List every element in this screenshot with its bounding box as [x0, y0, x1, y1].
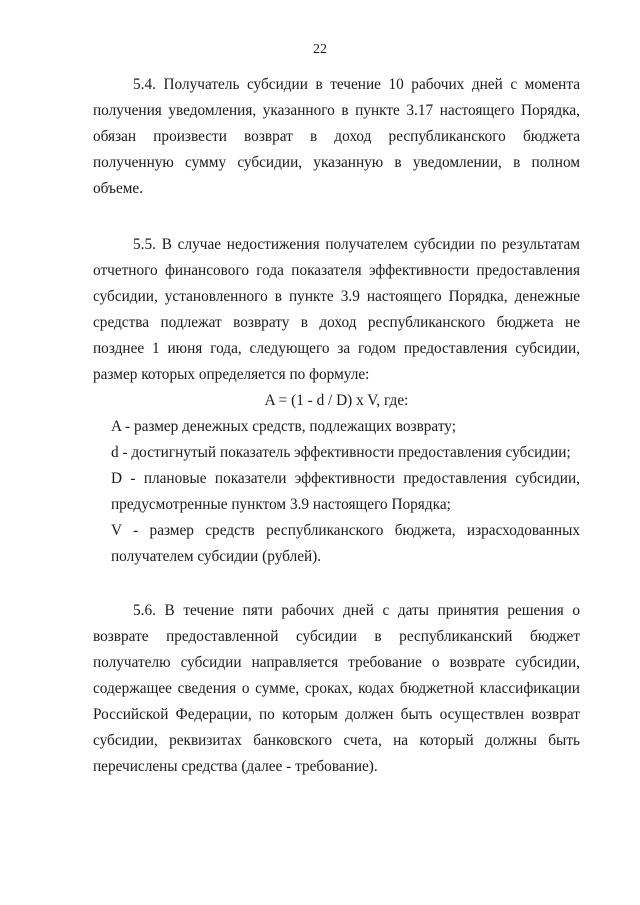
legend-item-d-planned: D - плановые показатели эффективности предоставления субсидии, предусмотренные пунктом 3.9 настоящего Порядка;	[111, 470, 580, 513]
paragraph-5-5: 5.5. В случае недостижения получателем субсидии по результатам отчетного финансового года показателя эффективности предоставления субсидии, установленного в пункте 3.9 настоящего Порядка, денежные средства подлежат возврату в доход республиканского бюджета не позднее 1 июня года, следующего за годом предоставления субсидии, размер которых определяется по формуле:	[93, 236, 580, 383]
page-number: 22	[313, 42, 327, 57]
legend-item-v: V - размер средств республиканского бюджета, израсходованных получателем субсидии (рублей).	[111, 522, 580, 565]
legend-item-d-achieved: d - достигнутый показатель эффективности предоставления субсидии;	[111, 444, 571, 461]
legend-item-a: A - размер денежных средств, подлежащих возврату;	[111, 418, 457, 435]
refund-formula: A = (1 - d / D) x V, где:	[264, 392, 409, 409]
paragraph-5-6: 5.6. В течение пяти рабочих дней с даты принятия решения о возврате предоставленной субсидии в республиканский бюджет получателю субсидии направляется требование о возврате субсидии, содержащее сведения о сумме, сроках, кодах бюджетной классификации Российской Федерации, по которым должен быть осуществлен возврат субсидии, реквизитах банковского счета, на который должны быть перечислены средства (далее - требование).	[93, 602, 580, 775]
paragraph-5-4: 5.4. Получатель субсидии в течение 10 рабочих дней с момента получения уведомления, указанного в пункте 3.17 настоящего Порядка, обязан произвести возврат в доход республиканского бюджета полученную сумму субсидии, указанную в уведомлении, в полном объеме.	[93, 76, 580, 197]
paragraph-spacer	[93, 570, 580, 598]
document-body	[93, 72, 580, 780]
paragraph-spacer	[93, 202, 580, 232]
formula-legend	[93, 414, 580, 570]
